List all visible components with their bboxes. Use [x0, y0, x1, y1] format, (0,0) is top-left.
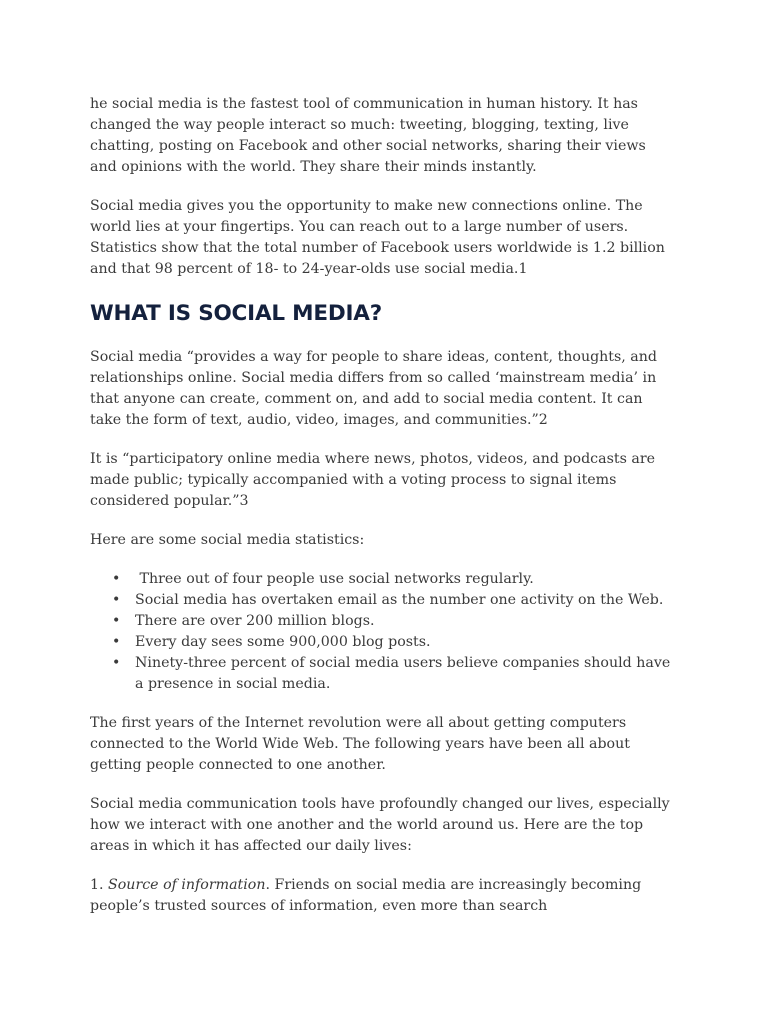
point-text: . Friends on social media are increasingly becoming people’s trusted sources of information, even more than search [90, 877, 642, 914]
point-one-paragraph [90, 875, 674, 917]
list-item-text: There are over 200 million blogs. [135, 613, 375, 629]
bullet-icon: • [112, 613, 121, 629]
list-item [90, 590, 674, 611]
list-item [90, 653, 674, 695]
list-item-text: Ninety-three percent of social media users believe companies should have a presence in social media. [135, 655, 671, 692]
bullet-icon: • [112, 634, 121, 650]
list-item [90, 569, 674, 590]
definition-paragraph-2: It is “participatory online media where news, photos, videos, and podcasts are made public; typically accompanied with a voting process to signal items considered popular.”3 [90, 451, 655, 509]
article-body [90, 94, 674, 935]
statistics-list [90, 569, 674, 695]
point-number: 1. [90, 877, 109, 893]
bullet-icon: • [112, 655, 121, 671]
point-title: Source of information [108, 877, 266, 893]
closing-paragraph-1: The first years of the Internet revolution were all about getting computers connected to the World Wide Web. The following years have been all about getting people connected to one another. [90, 715, 630, 773]
bullet-icon: • [112, 571, 121, 587]
list-item-text: Social media has overtaken email as the number one activity on the Web. [135, 592, 664, 608]
list-item-text: Every day sees some 900,000 blog posts. [135, 634, 431, 650]
list-item [90, 611, 674, 632]
definition-paragraph-1: Social media “provides a way for people to share ideas, content, thoughts, and relationships online. Social media differs from so called ‘mainstream media’ in that anyone can create, comment on, and add to social media content. It can take the form of text, audio, video, images, and communities.”2 [90, 349, 657, 428]
statistics-intro: Here are some social media statistics: [90, 532, 365, 548]
intro-paragraph-1: he social media is the fastest tool of communication in human history. It has changed the way people interact so much: tweeting, blogging, texting, live chatting, posting on Facebook and other social networks, sharing their views and opinions with the world. They share their minds instantly. [90, 96, 646, 175]
bullet-icon: • [112, 592, 121, 608]
list-item [90, 632, 674, 653]
section-heading: WHAT IS SOCIAL MEDIA? [90, 301, 383, 326]
intro-paragraph-2: Social media gives you the opportunity to make new connections online. The world lies at your fingertips. You can reach out to a large number of users. Statistics show that the total number of Facebook users worldwide is 1.2 billion and that 98 percent of 18- to 24-year-olds use social media.1 [90, 198, 665, 277]
closing-paragraph-2: Social media communication tools have profoundly changed our lives, especially how we interact with one another and the world around us. Here are the top areas in which it has affected our daily lives: [90, 796, 670, 854]
list-item-text: Three out of four people use social networks regularly. [135, 571, 534, 587]
